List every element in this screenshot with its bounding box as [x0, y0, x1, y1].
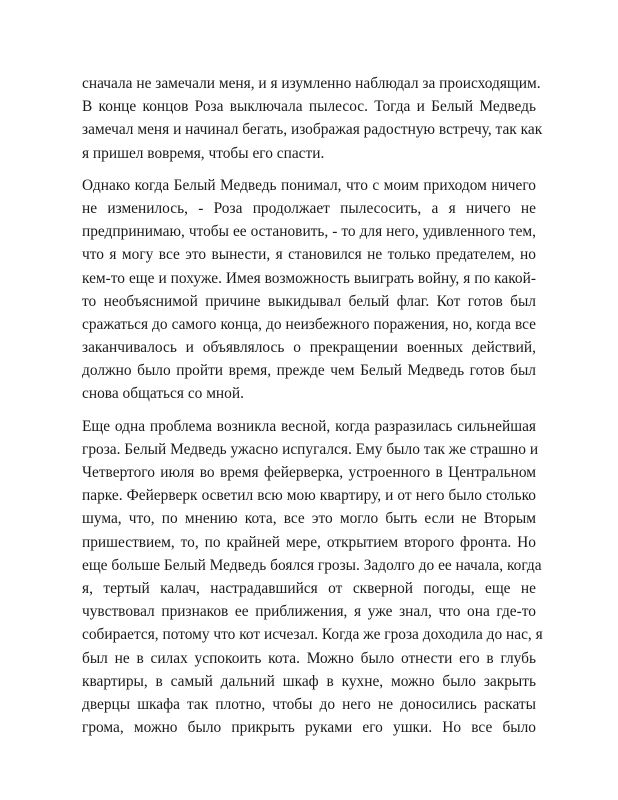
text-line: предпринимаю, чтобы ее остановить, - то для него, удивленного тем,: [82, 223, 536, 241]
text-line: замечал меня и начинал бегать, изображая радостную встречу, так как: [82, 121, 543, 139]
text-line: кем-то еще и похуже. Имея возможность выиграть войну, я по какой-: [82, 269, 536, 287]
document-page: [82, 72, 543, 748]
text-line: дверцы шкафа так плотно, чтобы до него не доносились раскаты: [82, 695, 536, 713]
text-line: сначала не замечали меня, и я изумленно наблюдал за происходящим.: [82, 75, 541, 92]
text-line: был не в силах успокоить кота. Можно было отнести его в глубь: [82, 649, 536, 667]
text-line: чувствовал признаков ее приближения, я уже знал, что она где-то: [82, 603, 536, 621]
text-line: парке. Фейерверк осветил всю мою квартиру, и от него было столько: [82, 487, 536, 505]
text-line: грома, можно было прикрыть руками его ушки. Но все было: [82, 719, 536, 737]
text-line: то необъяснимой причине выкидывал белый флаг. Кот готов был: [82, 292, 536, 310]
text-line: я, тертый калач, настрадавшийся от скверной погоды, еще не: [82, 579, 536, 597]
text-line: собирается, потому что кот исчезал. Когда же гроза доходила до нас, я: [82, 626, 543, 644]
text-line: что я могу все это вынести, я становился не только предателем, но: [82, 246, 536, 264]
paragraph-2: [82, 174, 536, 406]
text-line: пришествием, то, по крайней мере, открытием второго фронта. Но: [82, 533, 536, 551]
text-line: шума, что, по мнению кота, все это могло быть если не Вторым: [82, 510, 536, 528]
text-line: еще больше Белый Медведь боялся грозы. Задолго до ее начала, когда: [82, 556, 542, 574]
text-line: снова общаться со мной.: [82, 385, 244, 403]
paragraph-1: [82, 72, 543, 165]
text-line: Однако когда Белый Медведь понимал, что с моим приходом ничего: [82, 176, 536, 194]
text-line: сражаться до самого конца, до неизбежного поражения, но, когда все: [82, 315, 536, 333]
text-line: квартиры, в самый дальний шкаф в кухне, можно было закрыть: [82, 672, 536, 690]
text-line: В конце концов Роза выключала пылесос. Тогда и Белый Медведь: [82, 98, 536, 116]
text-line: гроза. Белый Медведь ужасно испугался. Ему было так же страшно и: [82, 440, 539, 458]
text-line: Четвертого июля во время фейерверка, устроенного в Центральном: [82, 464, 536, 481]
text-line: Еще одна проблема возникла весной, когда разразилась сильнейшая: [82, 417, 536, 435]
text-line: заканчивалось и объявлялось о прекращении военных действий,: [82, 339, 536, 357]
text-line: должно было пройти время, прежде чем Белый Медведь готов был: [82, 362, 536, 380]
text-line: я пришел вовремя, чтобы его спасти.: [82, 144, 325, 162]
paragraph-3: [82, 415, 543, 740]
text-line: не изменилось, - Роза продолжает пылесосить, а я ничего не: [82, 199, 536, 217]
